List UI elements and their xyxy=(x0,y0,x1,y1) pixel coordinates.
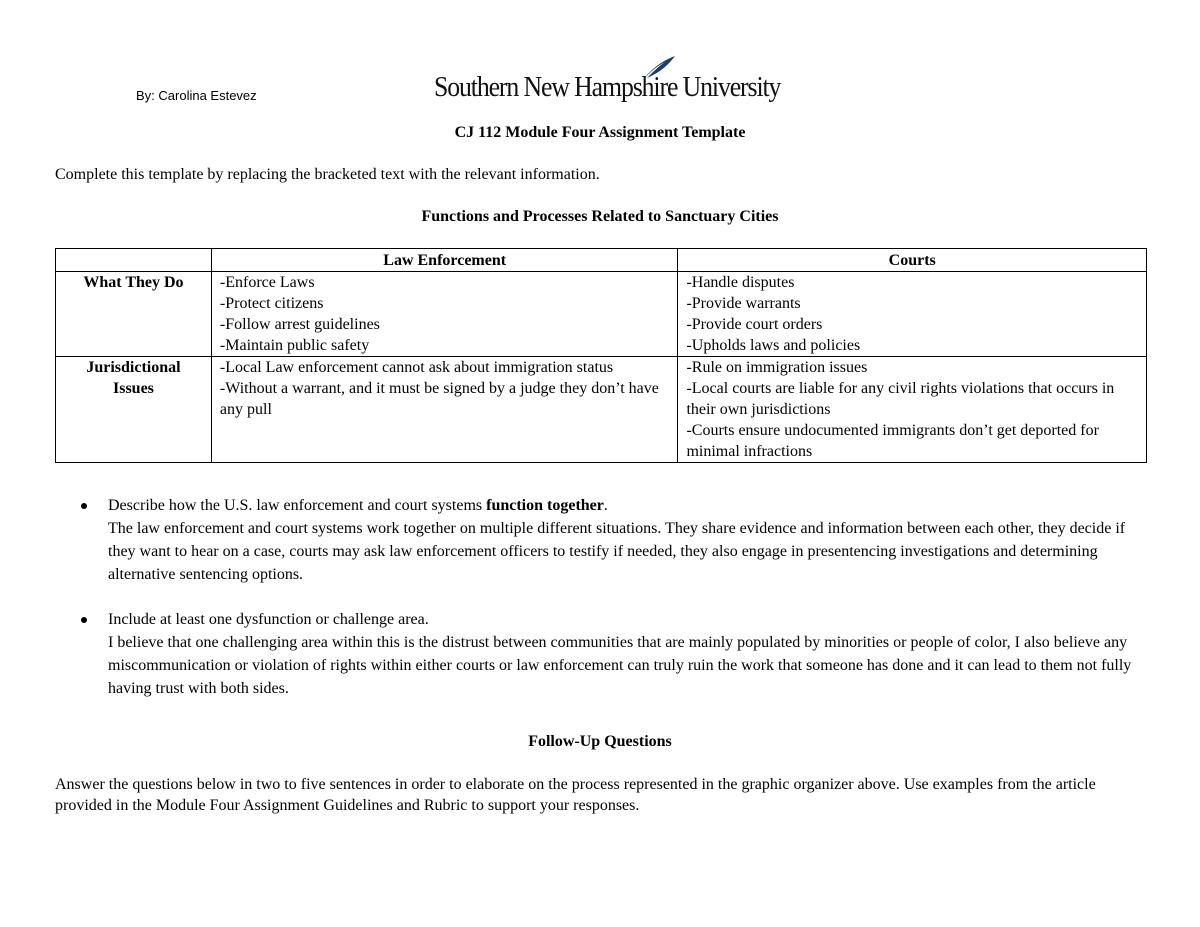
list-item: -Maintain public safety xyxy=(219,337,370,354)
document-title: CJ 112 Module Four Assignment Template xyxy=(454,124,746,141)
prompt-bold-text: function together xyxy=(486,497,604,514)
bullet-item xyxy=(108,608,1148,700)
row-label-jurisdictional-issues: Jurisdictional Issues xyxy=(56,357,212,463)
bullet-prompt xyxy=(108,494,1148,517)
table-row xyxy=(56,357,1147,463)
table-row xyxy=(56,272,1147,357)
list-item: -Follow arrest guidelines xyxy=(219,316,380,333)
list-item: -Local courts are liable for any civil rights violations that occurs in their own jurisdictions xyxy=(686,380,1115,418)
list-item: -Provide court orders xyxy=(686,316,823,333)
bullet-icon xyxy=(81,503,87,509)
cell-law-enforcement xyxy=(211,357,678,463)
bullet-list xyxy=(108,494,1148,722)
cell-courts xyxy=(678,272,1147,357)
header-cell-empty xyxy=(56,249,212,272)
list-item: -Courts ensure undocumented immigrants don’t get deported for minimal infractions xyxy=(686,422,1099,460)
bullet-answer: The law enforcement and court systems work together on multiple different situations. They share evidence and information between each other, they decide if they want to hear on a case, courts may ask law enforcement officers to testify if needed, they also engage in presentencing investigations and determining alternative sentencing options. xyxy=(108,520,1126,583)
list-item: -Enforce Laws xyxy=(219,274,315,291)
list-item: -Without a warrant, and it must be signed by a judge they don’t have any pull xyxy=(219,380,659,418)
feather-icon xyxy=(639,54,679,84)
bullet-answer: I believe that one challenging area within this is the distrust between communities that are mainly populated by minorities or people of color, I also believe any miscommunication or violation of rights within either courts or law enforcement can truly ruin the work that someone has done and it can lead to them not fully having trust with both sides. xyxy=(108,634,1132,697)
followup-title: Follow-Up Questions xyxy=(528,733,672,750)
header-cell-law-enforcement: Law Enforcement xyxy=(211,249,678,272)
cell-law-enforcement xyxy=(211,272,678,357)
table-header-row xyxy=(56,249,1147,272)
list-item: -Provide warrants xyxy=(686,295,801,312)
instructions-text: Complete this template by replacing the bracketed text with the relevant information. xyxy=(55,166,600,183)
list-item: -Rule on immigration issues xyxy=(686,359,868,376)
functions-table xyxy=(55,248,1147,463)
bullet-icon xyxy=(81,617,87,623)
list-item: -Handle disputes xyxy=(686,274,795,291)
table-title: Functions and Processes Related to Sanctuary Cities xyxy=(421,208,779,225)
followup-text: Answer the questions below in two to five sentences in order to elaborate on the process represented in the graphic organizer above. Use examples from the article provided in the Module Four Assignment Guidelines and Rubric to support your responses. xyxy=(55,776,1096,814)
author-line: By: Carolina Estevez xyxy=(136,88,257,103)
snhu-logo xyxy=(434,54,781,106)
logo-text: Southern New Hampshire University xyxy=(434,72,781,103)
cell-courts xyxy=(678,357,1147,463)
prompt-suffix: . xyxy=(603,497,608,514)
prompt-text: Describe how the U.S. law enforcement and court systems xyxy=(108,497,487,514)
header-cell-courts: Courts xyxy=(678,249,1147,272)
row-label-what-they-do: What They Do xyxy=(56,272,212,357)
bullet-item xyxy=(108,494,1148,586)
list-item: -Protect citizens xyxy=(219,295,324,312)
bullet-prompt: Include at least one dysfunction or challenge area. xyxy=(108,611,429,628)
list-item: -Upholds laws and policies xyxy=(686,337,861,354)
list-item: -Local Law enforcement cannot ask about immigration status xyxy=(219,359,614,376)
